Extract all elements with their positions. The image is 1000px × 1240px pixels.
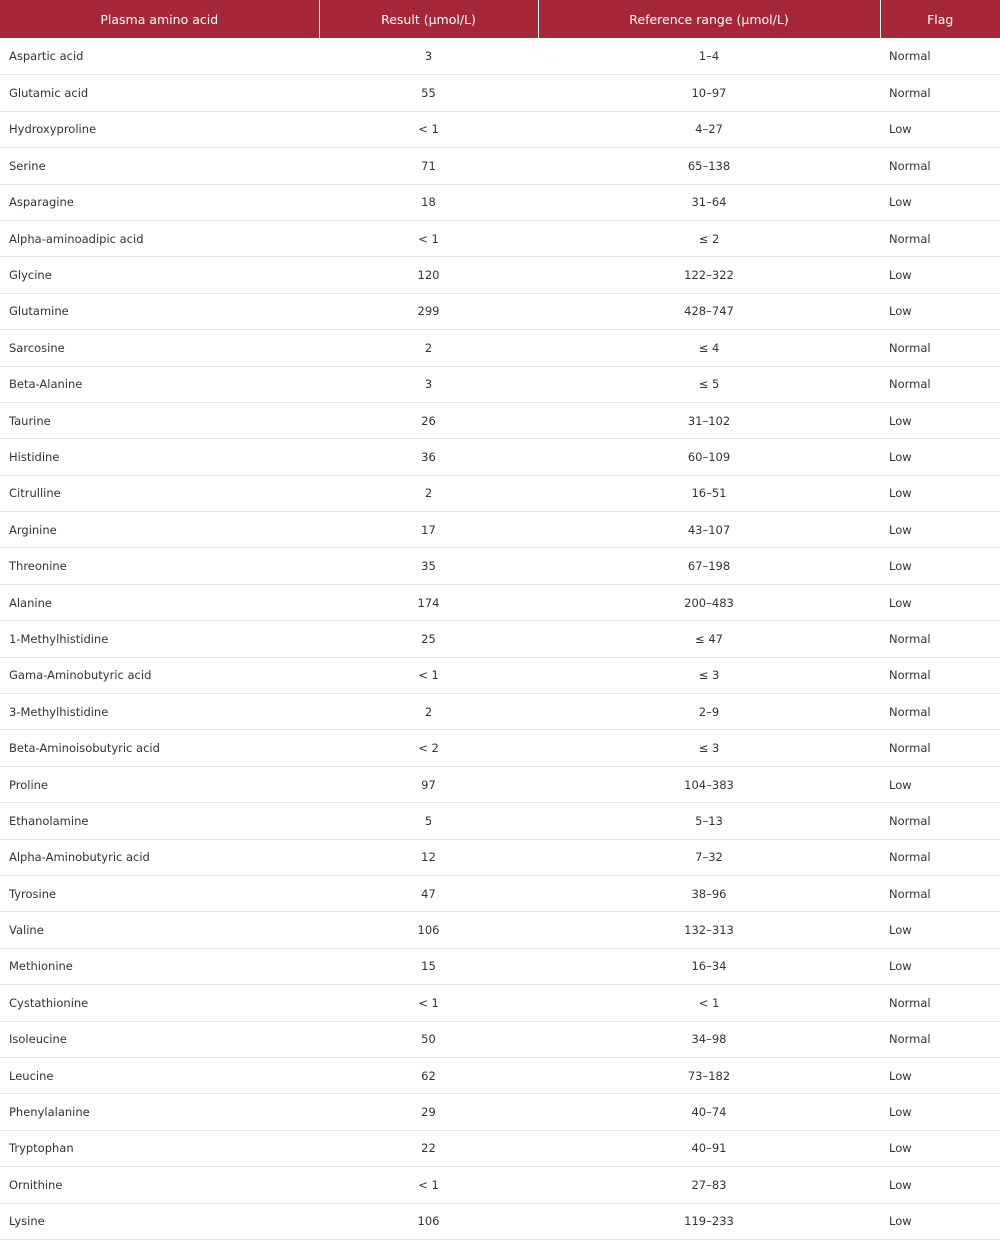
table-row — [0, 839, 1000, 875]
flag-cell: Normal — [880, 657, 1000, 693]
result-cell: 71 — [319, 148, 538, 184]
flag-cell: Low — [880, 439, 1000, 475]
table-row — [0, 38, 1000, 75]
amino-acid-cell: Tyrosine — [0, 875, 319, 911]
table-row — [0, 148, 1000, 184]
table-row — [0, 475, 1000, 511]
reference-range-cell: 5–13 — [538, 803, 880, 839]
flag-cell: Low — [880, 1203, 1000, 1239]
amino-acid-cell: Threonine — [0, 548, 319, 584]
flag-cell: Normal — [880, 694, 1000, 730]
result-cell: < 1 — [319, 657, 538, 693]
flag-cell: Normal — [880, 330, 1000, 366]
result-cell: 25 — [319, 621, 538, 657]
amino-acid-cell: Gama-Aminobutyric acid — [0, 657, 319, 693]
flag-cell: Normal — [880, 1021, 1000, 1057]
result-cell: 2 — [319, 694, 538, 730]
table-row — [0, 366, 1000, 402]
result-cell: 29 — [319, 1094, 538, 1130]
table-row — [0, 584, 1000, 620]
table-row — [0, 657, 1000, 693]
table-row — [0, 220, 1000, 256]
amino-acid-cell: Lysine — [0, 1203, 319, 1239]
amino-acid-cell: Glutamic acid — [0, 75, 319, 111]
amino-acid-cell: Sarcosine — [0, 330, 319, 366]
result-cell: 12 — [319, 839, 538, 875]
flag-cell: Normal — [880, 366, 1000, 402]
table-row — [0, 512, 1000, 548]
reference-range-cell: 122–322 — [538, 257, 880, 293]
flag-cell: Low — [880, 584, 1000, 620]
flag-cell: Low — [880, 184, 1000, 220]
result-cell: 18 — [319, 184, 538, 220]
result-cell: < 1 — [319, 1167, 538, 1203]
amino-acid-cell: Cystathionine — [0, 985, 319, 1021]
amino-acid-cell: Beta-Alanine — [0, 366, 319, 402]
flag-cell: Low — [880, 111, 1000, 147]
flag-cell: Normal — [880, 839, 1000, 875]
flag-cell: Low — [880, 512, 1000, 548]
reference-range-cell: 132–313 — [538, 912, 880, 948]
table-row — [0, 694, 1000, 730]
reference-range-cell: 40–74 — [538, 1094, 880, 1130]
table-row — [0, 1094, 1000, 1130]
reference-range-cell: 31–102 — [538, 402, 880, 438]
flag-cell: Low — [880, 402, 1000, 438]
table-row — [0, 1203, 1000, 1239]
reference-range-cell: 73–182 — [538, 1057, 880, 1093]
reference-range-cell: 31–64 — [538, 184, 880, 220]
reference-range-cell: 428–747 — [538, 293, 880, 329]
flag-cell: Low — [880, 1130, 1000, 1166]
flag-cell: Low — [880, 766, 1000, 802]
table-row — [0, 766, 1000, 802]
reference-range-cell: 104–383 — [538, 766, 880, 802]
amino-acid-cell: Alpha-Aminobutyric acid — [0, 839, 319, 875]
header-row — [0, 0, 1000, 38]
result-cell: 55 — [319, 75, 538, 111]
flag-cell: Low — [880, 1094, 1000, 1130]
table-row — [0, 948, 1000, 984]
result-cell: 62 — [319, 1057, 538, 1093]
result-cell: 17 — [319, 512, 538, 548]
table-row — [0, 730, 1000, 766]
reference-range-cell: ≤ 2 — [538, 220, 880, 256]
amino-acid-cell: Histidine — [0, 439, 319, 475]
reference-range-cell: 16–51 — [538, 475, 880, 511]
amino-acid-cell: Leucine — [0, 1057, 319, 1093]
amino-acid-cell: Arginine — [0, 512, 319, 548]
amino-acid-cell: Taurine — [0, 402, 319, 438]
result-cell: 120 — [319, 257, 538, 293]
header-result: Result (µmol/L) — [319, 0, 538, 38]
reference-range-cell: 7–32 — [538, 839, 880, 875]
result-cell: < 2 — [319, 730, 538, 766]
reference-range-cell: 43–107 — [538, 512, 880, 548]
flag-cell: Normal — [880, 220, 1000, 256]
amino-acid-cell: Serine — [0, 148, 319, 184]
table-row — [0, 184, 1000, 220]
flag-cell: Normal — [880, 730, 1000, 766]
flag-cell: Low — [880, 548, 1000, 584]
amino-acid-cell: Ethanolamine — [0, 803, 319, 839]
reference-range-cell: 40–91 — [538, 1130, 880, 1166]
flag-cell: Normal — [880, 985, 1000, 1021]
result-cell: 97 — [319, 766, 538, 802]
result-cell: 3 — [319, 38, 538, 75]
amino-acid-cell: Isoleucine — [0, 1021, 319, 1057]
result-cell: 36 — [319, 439, 538, 475]
flag-cell: Low — [880, 948, 1000, 984]
reference-range-cell: 38–96 — [538, 875, 880, 911]
header-amino-acid: Plasma amino acid — [0, 0, 319, 38]
result-cell: 2 — [319, 475, 538, 511]
amino-acid-cell: Beta-Aminoisobutyric acid — [0, 730, 319, 766]
flag-cell: Low — [880, 1167, 1000, 1203]
reference-range-cell: 2–9 — [538, 694, 880, 730]
amino-acid-cell: Alanine — [0, 584, 319, 620]
flag-cell: Normal — [880, 803, 1000, 839]
table-row — [0, 111, 1000, 147]
amino-acid-cell: Valine — [0, 912, 319, 948]
result-cell: 106 — [319, 1203, 538, 1239]
reference-range-cell: ≤ 5 — [538, 366, 880, 402]
flag-cell: Low — [880, 1057, 1000, 1093]
result-cell: 47 — [319, 875, 538, 911]
result-cell: 3 — [319, 366, 538, 402]
table-row — [0, 621, 1000, 657]
header-reference-range: Reference range (µmol/L) — [538, 0, 880, 38]
table-row — [0, 1167, 1000, 1203]
amino-acid-cell: Asparagine — [0, 184, 319, 220]
table-row — [0, 439, 1000, 475]
flag-cell: Normal — [880, 875, 1000, 911]
reference-range-cell: < 1 — [538, 985, 880, 1021]
table-row — [0, 1130, 1000, 1166]
result-cell: 26 — [319, 402, 538, 438]
reference-range-cell: ≤ 4 — [538, 330, 880, 366]
table-header — [0, 0, 1000, 38]
reference-range-cell: 65–138 — [538, 148, 880, 184]
reference-range-cell: 10–97 — [538, 75, 880, 111]
amino-acid-cell: Ornithine — [0, 1167, 319, 1203]
amino-acid-cell: Hydroxyproline — [0, 111, 319, 147]
reference-range-cell: 60–109 — [538, 439, 880, 475]
reference-range-cell: 4–27 — [538, 111, 880, 147]
amino-acid-cell: 1-Methylhistidine — [0, 621, 319, 657]
amino-acid-cell: Glycine — [0, 257, 319, 293]
reference-range-cell: 16–34 — [538, 948, 880, 984]
amino-acid-cell: Phenylalanine — [0, 1094, 319, 1130]
reference-range-cell: 1–4 — [538, 38, 880, 75]
table-row — [0, 330, 1000, 366]
amino-acid-cell: Glutamine — [0, 293, 319, 329]
result-cell: 2 — [319, 330, 538, 366]
reference-range-cell: 34–98 — [538, 1021, 880, 1057]
amino-acid-cell: Citrulline — [0, 475, 319, 511]
flag-cell: Normal — [880, 621, 1000, 657]
amino-acid-cell: Aspartic acid — [0, 38, 319, 75]
reference-range-cell: 67–198 — [538, 548, 880, 584]
flag-cell: Normal — [880, 148, 1000, 184]
amino-acid-cell: Methionine — [0, 948, 319, 984]
result-cell: < 1 — [319, 220, 538, 256]
table-row — [0, 1021, 1000, 1057]
flag-cell: Normal — [880, 38, 1000, 75]
flag-cell: Low — [880, 475, 1000, 511]
table-row — [0, 75, 1000, 111]
table-row — [0, 875, 1000, 911]
table-row — [0, 1057, 1000, 1093]
result-cell: 106 — [319, 912, 538, 948]
table-row — [0, 402, 1000, 438]
result-cell: 299 — [319, 293, 538, 329]
result-cell: 50 — [319, 1021, 538, 1057]
result-cell: 22 — [319, 1130, 538, 1166]
table-body — [0, 38, 1000, 1239]
amino-acid-cell: 3-Methylhistidine — [0, 694, 319, 730]
table-row — [0, 548, 1000, 584]
amino-acid-cell: Alpha-aminoadipic acid — [0, 220, 319, 256]
amino-acid-cell: Tryptophan — [0, 1130, 319, 1166]
table-row — [0, 985, 1000, 1021]
reference-range-cell: 200–483 — [538, 584, 880, 620]
flag-cell: Low — [880, 293, 1000, 329]
table-row — [0, 293, 1000, 329]
result-cell: 174 — [319, 584, 538, 620]
table-row — [0, 912, 1000, 948]
reference-range-cell: 119–233 — [538, 1203, 880, 1239]
reference-range-cell: 27–83 — [538, 1167, 880, 1203]
result-cell: 15 — [319, 948, 538, 984]
result-cell: < 1 — [319, 111, 538, 147]
table-row — [0, 803, 1000, 839]
result-cell: < 1 — [319, 985, 538, 1021]
table-row — [0, 257, 1000, 293]
result-cell: 5 — [319, 803, 538, 839]
result-cell: 35 — [319, 548, 538, 584]
reference-range-cell: ≤ 3 — [538, 730, 880, 766]
amino-acid-cell: Proline — [0, 766, 319, 802]
flag-cell: Low — [880, 257, 1000, 293]
flag-cell: Normal — [880, 75, 1000, 111]
header-flag: Flag — [880, 0, 1000, 38]
flag-cell: Low — [880, 912, 1000, 948]
reference-range-cell: ≤ 3 — [538, 657, 880, 693]
reference-range-cell: ≤ 47 — [538, 621, 880, 657]
